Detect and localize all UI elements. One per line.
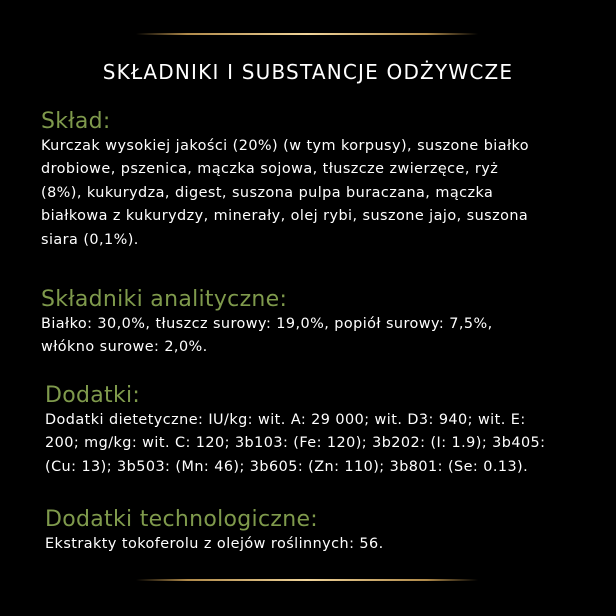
text-line: Kurczak wysokiej jakości (20%) (w tym korpusy), suszone białko bbox=[41, 138, 530, 154]
text-line: włókno surowe: 2,0%. bbox=[41, 339, 208, 356]
text-line: (Cu: 13); 3b503: (Mn: 46); 3b605: (Zn: 110); 3b801: (Se: 0.13). bbox=[45, 458, 529, 475]
section-heading-analytical: Składniki analityczne: bbox=[41, 287, 288, 312]
text-line: (8%), kukurydza, digest, suszona pulpa buraczana, mączka bbox=[41, 184, 494, 201]
text-line: Białko: 30,0%, tłuszcz surowy: 19,0%, popiół surowy: 7,5%, bbox=[41, 316, 493, 332]
section-technological-additives bbox=[45, 507, 605, 556]
bottom-gold-divider bbox=[136, 579, 478, 581]
section-heading-composition: Skład: bbox=[41, 109, 111, 134]
composition-text bbox=[41, 135, 601, 252]
additives-text bbox=[45, 409, 605, 479]
page-title: SKŁADNIKI I SUBSTANCJE ODŻYWCZE bbox=[102, 60, 514, 84]
text-line: białkowa z kukurydzy, minerały, olej rybi, suszone jajo, suszona bbox=[41, 208, 529, 225]
section-composition bbox=[41, 109, 601, 252]
top-gold-divider bbox=[136, 33, 478, 35]
text-line: 200; mg/kg: wit. C: 120; 3b103: (Fe: 120); 3b202: (I: 1.9); 3b405: bbox=[45, 435, 546, 452]
analytical-text bbox=[41, 313, 601, 360]
section-analytical bbox=[41, 287, 601, 360]
section-heading-technological-additives: Dodatki technologiczne: bbox=[45, 507, 319, 532]
section-additives bbox=[45, 383, 605, 479]
technological-additives-text bbox=[45, 533, 605, 556]
text-line: drobiowe, pszenica, mączka sojowa, tłuszcze zwierzęce, ryż bbox=[41, 161, 499, 178]
text-line: Ekstrakty tokoferolu z olejów roślinnych: 56. bbox=[45, 536, 384, 552]
text-line: siara (0,1%). bbox=[41, 231, 139, 248]
text-line: Dodatki dietetyczne: IU/kg: wit. A: 29 000; wit. D3: 940; wit. E: bbox=[45, 412, 526, 428]
section-heading-additives: Dodatki: bbox=[45, 383, 141, 408]
